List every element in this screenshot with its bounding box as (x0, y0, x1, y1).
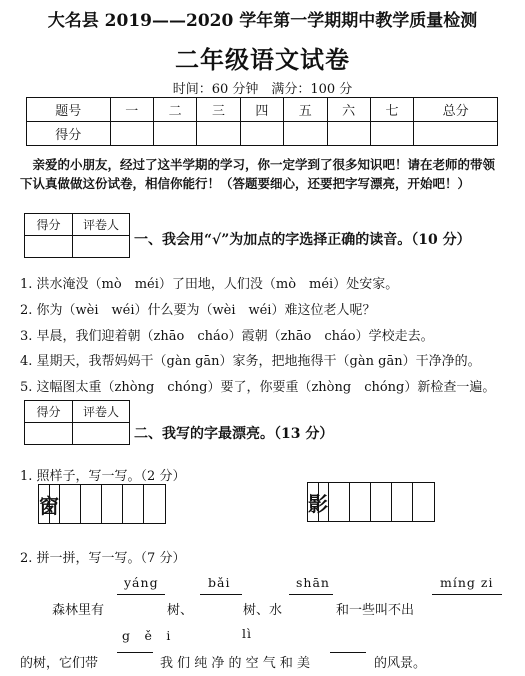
grader-name-cell[interactable] (73, 423, 130, 445)
writing-cell[interactable] (371, 483, 392, 521)
grader-score-label: 得分 (25, 401, 73, 423)
score-table-cell: 二 (154, 98, 197, 122)
grader-score-label: 得分 (25, 214, 73, 236)
grader-name-cell[interactable] (73, 236, 130, 258)
writing-cell[interactable] (413, 483, 434, 521)
score-table-cell: 题号 (27, 98, 111, 122)
answer-blank[interactable] (289, 594, 333, 595)
pinyin-hint: lì (242, 626, 252, 641)
score-table-cell: 一 (110, 98, 153, 122)
writing-cell[interactable] (102, 485, 123, 523)
writing-cell[interactable] (144, 485, 165, 523)
grader-score-cell[interactable] (25, 236, 73, 258)
writing-cell[interactable] (329, 483, 350, 521)
score-table-score-row (27, 122, 498, 146)
answer-blank[interactable] (432, 594, 502, 595)
sentence-fragment: 树、 (167, 603, 194, 618)
question-2-1-label: 1. 照样子，写一写。（2 分） (20, 469, 186, 484)
score-table-cell: 七 (370, 98, 413, 122)
exam-title: 大名县 2019——2020 学年第一学期期中教学质量检测 (47, 11, 478, 31)
question-1-3: 3. 早晨，我们迎着朝（zhāo cháo）霞朝（zhāo cháo）学校走去。 (20, 329, 434, 344)
writing-cell[interactable] (123, 485, 144, 523)
score-row-label: 得分 (27, 122, 111, 146)
question-1-2: 2. 你为（wèi wéi）什么要为（wèi wéi）难这位老人呢？ (20, 303, 376, 318)
intro-text: 亲爱的小朋友，经过了这半学期的学习，你一定学到了很多知识吧！请在老师的带领下认真做做这份试卷，相信你能行！（答题要细心，还要把字写漂亮，开始吧！） (20, 157, 496, 191)
score-table (26, 97, 498, 146)
writing-cell[interactable] (81, 485, 102, 523)
pinyin-hint: g ě i (122, 628, 172, 643)
score-input-cell[interactable] (110, 122, 153, 146)
sentence-fragment: 我 们 纯 净 的 空 气 和 美 (160, 656, 311, 671)
score-input-cell[interactable] (284, 122, 327, 146)
grader-score-cell[interactable] (25, 423, 73, 445)
question-1-5: 5. 这幅图太重（zhòng chóng）要了，你要重（zhòng chóng）新检查一遍。 (20, 380, 496, 395)
answer-blank[interactable] (117, 652, 153, 653)
score-input-cell[interactable] (154, 122, 197, 146)
writing-grid-2 (307, 482, 435, 522)
answer-blank[interactable] (330, 652, 366, 653)
question-1-4: 4. 星期天，我帮妈妈干（gàn gān）家务，把地拖得干（gàn gān）干净净的。 (20, 354, 481, 369)
sentence-fragment: 树、水 (243, 603, 283, 618)
score-input-cell[interactable] (240, 122, 283, 146)
time-score-info: 时间：60 分钟 满分：100 分 (172, 82, 353, 97)
score-table-header-row (27, 98, 498, 122)
answer-blank[interactable] (200, 594, 242, 595)
subject-title: 二年级语文试卷 (175, 45, 350, 74)
score-table-cell: 四 (240, 98, 283, 122)
writing-cell[interactable] (350, 483, 371, 521)
section-2-title: 二、我写的字最漂亮。（13 分） (134, 426, 334, 442)
pinyin-hint: yáng (124, 575, 159, 590)
sample-character: 影 (308, 483, 329, 521)
score-table-cell: 六 (327, 98, 370, 122)
answer-blank[interactable] (117, 594, 165, 595)
score-input-cell[interactable] (370, 122, 413, 146)
sentence-fragment: 森林里有 (52, 603, 105, 618)
grader-name-label: 评卷人 (73, 401, 130, 423)
score-input-cell[interactable] (327, 122, 370, 146)
writing-cell[interactable] (392, 483, 413, 521)
grader-box-1 (24, 213, 130, 258)
section-1-title: 一、我会用“√”为加点的字选择正确的读音。（10 分） (134, 232, 471, 248)
score-table-cell: 三 (197, 98, 240, 122)
sentence-fragment: 的风景。 (374, 656, 427, 671)
writing-grid-1 (38, 484, 166, 524)
question-1-1: 1. 洪水淹没（mò méi）了田地，人们没（mò méi）处安家。 (20, 277, 399, 292)
grader-name-label: 评卷人 (73, 214, 130, 236)
score-input-cell[interactable] (414, 122, 498, 146)
pinyin-hint: bǎi (208, 575, 231, 590)
sentence-fragment: 的树，它们带 (20, 656, 99, 671)
sentence-fragment: 和一些叫不出 (336, 603, 415, 618)
sample-character: 窗 (39, 485, 60, 523)
pinyin-hint: míng zi (440, 575, 494, 590)
score-input-cell[interactable] (197, 122, 240, 146)
score-table-cell: 五 (284, 98, 327, 122)
question-2-2-label: 2. 拼一拼，写一写。（7 分） (20, 551, 186, 566)
grader-box-2 (24, 400, 130, 445)
score-table-cell: 总分 (414, 98, 498, 122)
writing-cell[interactable] (60, 485, 81, 523)
pinyin-hint: shān (296, 575, 330, 590)
